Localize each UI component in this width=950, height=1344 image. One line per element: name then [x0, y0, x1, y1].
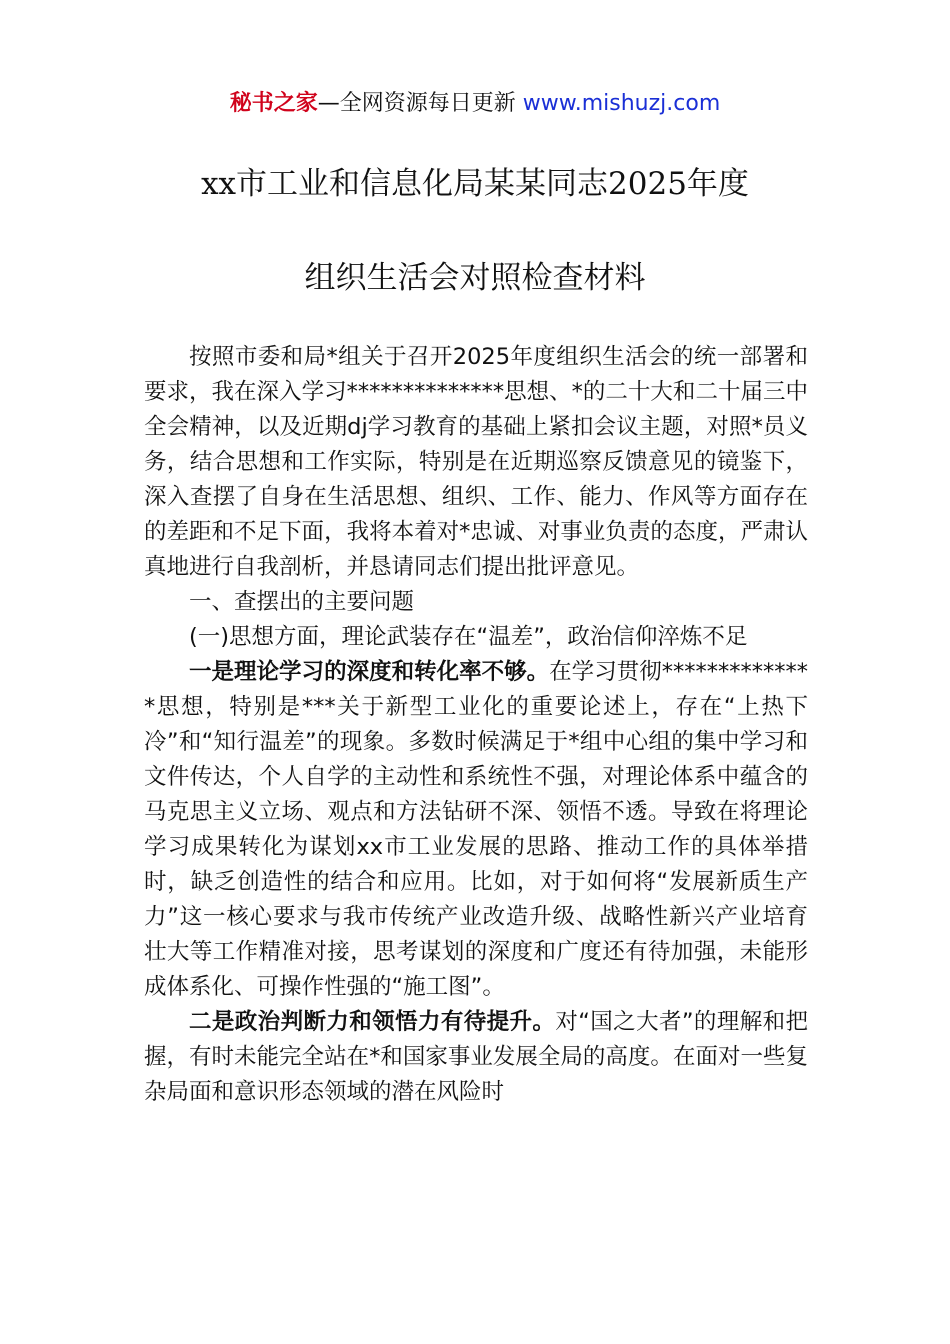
point-2-lead: 二是政治判断力和领悟力有待提升。: [189, 1009, 556, 1035]
document-body: [144, 340, 808, 1110]
point-1-lead: 一是理论学习的深度和转化率不够。: [189, 659, 550, 685]
point-1-text: 在学习贯彻**************思想，特别是***关于新型工业化的重要论述上，存在“上热下冷”和“知行温差”的现象。多数时候满足于*组中心组的集中学习和文件传达，个人自学的主动性和系统性不强，对理论体系中蕴含的马克思主义立场、观点和方法钻研不深、领悟不透。导致在将理论学习成果转化为谋划xx市工业发展的思路、推动工作的具体举措时，缺乏创造性的结合和应用。比如，对于如何将“发展新质生产力”这一核心要求与我市传统产业改造升级、战略性新兴产业培育壮大等工作精准对接，思考谋划的深度和广度还有待加强，未能形成体系化、可操作性强的“施工图”。: [144, 659, 808, 1000]
site-url-link[interactable]: www.mishuzj.com: [522, 91, 721, 116]
document-title-line-1: xx市工业和信息化局某某同志2025年度: [201, 166, 749, 202]
site-brand: 秘书之家: [229, 91, 318, 116]
document-title-line-2: 组织生活会对照检查材料: [304, 260, 646, 296]
section-1-heading: 一、查摆出的主要问题: [189, 589, 415, 615]
intro-paragraph: 按照市委和局*组关于召开2025年度组织生活会的统一部署和要求，我在深入学习**************思想、*的二十大和二十届三中全会精神，以及近期dj学习教育的基础上紧扣会议主题，对照*员义务，结合思想和工作实际，特别是在近期巡察反馈意见的镜鉴下，深入查摆了自身在生活思想、组织、工作、能力、作风等方面存在的差距和不足下面，我将本着对*忠诚、对事业负责的态度，严肃认真地进行自我剖析，并恳请同志们提出批评意见。: [144, 344, 808, 580]
site-header: [0, 88, 950, 120]
subsection-1-heading: (一)思想方面，理论武装存在“温差”，政治信仰淬炼不足: [189, 624, 748, 650]
site-slogan: —全网资源每日更新: [317, 91, 523, 116]
point-2-text: 对“国之大者”的理解和把握，有时未能完全站在*和国家事业发展全局的高度。在面对一些复杂局面和意识形态领域的潜在风险时: [144, 1009, 808, 1105]
point-1-paragraph: [144, 655, 808, 1005]
point-2-paragraph: [144, 1005, 808, 1110]
